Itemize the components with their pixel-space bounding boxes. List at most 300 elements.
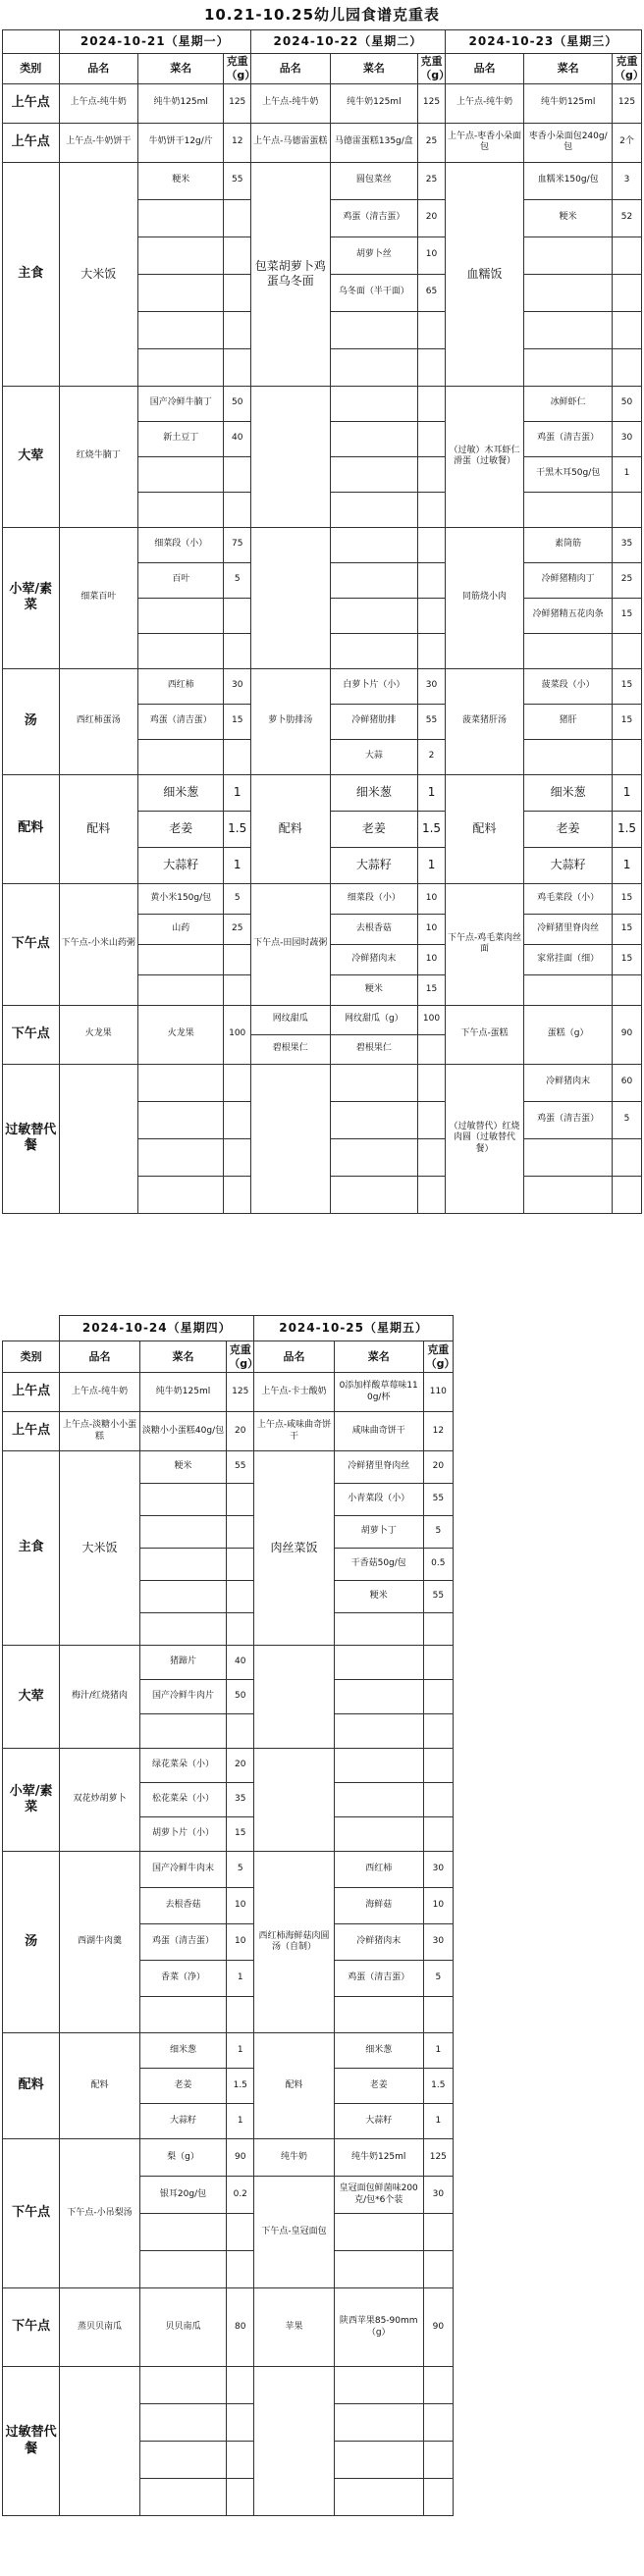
empty-cell <box>423 2367 453 2404</box>
empty-cell <box>224 237 251 274</box>
dish-name: 冷鲜猪精肉丁 <box>524 562 613 598</box>
weight: 15 <box>613 704 642 739</box>
category-seasoning: 配料 <box>3 2033 60 2139</box>
empty-cell <box>330 348 418 386</box>
empty-cell <box>138 311 224 348</box>
empty-cell <box>227 2367 254 2404</box>
item-name: 上午点-纯牛奶 <box>251 83 331 123</box>
dish-name: 老姜 <box>139 2069 227 2104</box>
item-name: 下午点-蛋糕 <box>445 1005 524 1064</box>
dish-name: 黄小米150g/包 <box>138 883 224 914</box>
empty-cell <box>524 974 613 1005</box>
empty-cell <box>138 1101 224 1138</box>
dish-name: 海鲜菇 <box>334 1888 423 1924</box>
empty-cell <box>139 1613 227 1646</box>
header-weight: 克重（g） <box>613 54 642 84</box>
empty-cell <box>418 527 446 562</box>
empty-cell <box>418 421 446 456</box>
empty-cell <box>613 739 642 774</box>
weight: 2 <box>418 739 446 774</box>
weight: 5 <box>227 1852 254 1888</box>
header-item: 品名 <box>254 1341 335 1373</box>
empty-cell <box>227 1484 254 1516</box>
dish-name: 蛋糕（g） <box>524 1005 613 1064</box>
empty-cell <box>138 199 224 237</box>
item-name: 苹果 <box>254 2288 335 2367</box>
empty-cell <box>613 348 642 386</box>
weight: 25 <box>224 914 251 944</box>
item-name: 下午点-鸡毛菜肉丝面 <box>445 883 524 1005</box>
weight: 1.5 <box>613 811 642 847</box>
blank-corner <box>3 1316 60 1341</box>
empty-cell <box>138 1064 224 1101</box>
dish-name: 细米葱 <box>139 2033 227 2069</box>
dish-name: 去根香菇 <box>330 914 418 944</box>
dish-name: 淡糖小小蛋糕40g/包 <box>139 1412 227 1451</box>
dish-name: 冷鲜猪肉末 <box>524 1064 613 1101</box>
weight: 12 <box>224 123 251 162</box>
dish-name: 银耳20g/包 <box>139 2177 227 2214</box>
empty-cell <box>613 274 642 311</box>
empty-cell <box>138 739 224 774</box>
empty-cell <box>224 633 251 668</box>
category-am-snack: 上午点 <box>3 1412 60 1451</box>
weight: 90 <box>423 2288 453 2367</box>
dish-name: 冷鲜猪肉末 <box>330 944 418 974</box>
empty-cell <box>418 1064 446 1101</box>
dish-name: 冷鲜猪精五花肉条 <box>524 598 613 633</box>
weight: 1 <box>613 456 642 492</box>
empty-cell <box>423 1817 453 1852</box>
weight: 25 <box>418 123 446 162</box>
weight: 1 <box>423 2033 453 2069</box>
corner-cell <box>3 30 60 54</box>
weight: 35 <box>613 527 642 562</box>
dish-name: 粳米 <box>138 162 224 199</box>
empty-cell <box>334 2251 423 2288</box>
item-name: 西红柿海鲜菇肉圆汤（自制） <box>254 1852 335 2033</box>
dish-name: 大蒜籽 <box>524 847 613 883</box>
empty-cell <box>224 274 251 311</box>
weight: 125 <box>227 1373 254 1412</box>
empty-cell <box>418 348 446 386</box>
empty-cell <box>138 274 224 311</box>
empty-cell <box>334 2367 423 2404</box>
empty-cell <box>613 1138 642 1176</box>
page-title: 10.21-10.25幼儿园食谱克重表 <box>203 6 441 24</box>
weight: 20 <box>227 1412 254 1451</box>
empty-cell <box>139 2479 227 2516</box>
dish-name: 纯牛奶125ml <box>524 83 613 123</box>
category-veg: 小荤/素菜 <box>3 1749 60 1852</box>
empty-cell <box>138 1138 224 1176</box>
empty-cell <box>418 1034 446 1064</box>
weight: 90 <box>613 1005 642 1064</box>
item-name: 上午点-牛奶饼干 <box>59 123 138 162</box>
dish-name: 咸味曲奇饼干 <box>334 1412 423 1451</box>
empty-cell <box>139 2442 227 2479</box>
dish-name: 西红柿 <box>334 1852 423 1888</box>
category-main: 主食 <box>3 1451 60 1646</box>
weight: 55 <box>418 704 446 739</box>
empty-cell <box>423 2442 453 2479</box>
empty-cell <box>224 1064 251 1101</box>
item-name: 配料 <box>254 2033 335 2139</box>
empty-cell <box>423 2479 453 2516</box>
dish-name: 去根香菇 <box>139 1888 227 1924</box>
empty-cell <box>138 633 224 668</box>
empty-cell <box>59 1064 138 1213</box>
item-name: 蒸贝贝南瓜 <box>60 2288 140 2367</box>
item-name: 上午点-纯牛奶 <box>59 83 138 123</box>
empty-cell <box>224 739 251 774</box>
dish-name: 大蒜籽 <box>138 847 224 883</box>
empty-cell <box>423 2251 453 2288</box>
empty-cell <box>227 2479 254 2516</box>
weight: 12 <box>423 1412 453 1451</box>
dish-name: 国产冷鲜牛腩丁 <box>138 386 224 421</box>
empty-cell <box>423 1680 453 1714</box>
menu-table-week-part1 <box>2 29 642 1214</box>
weight: 65 <box>418 274 446 311</box>
empty-cell <box>524 1176 613 1213</box>
dish-name: 碧根果仁 <box>330 1034 418 1064</box>
category-pm-snack: 下午点 <box>3 883 60 1005</box>
dish-name: 冷鲜猪里脊肉丝 <box>524 914 613 944</box>
dish-name: 鸡蛋（清吉蛋） <box>524 421 613 456</box>
item-name: 西湖牛肉羹 <box>60 1852 140 2033</box>
header-item: 品名 <box>251 54 331 84</box>
weight: 0.2 <box>227 2177 254 2214</box>
empty-cell <box>613 492 642 527</box>
item-name: 上午点-枣香小朵面包 <box>445 123 524 162</box>
empty-cell <box>330 421 418 456</box>
weight: 15 <box>613 944 642 974</box>
item-name: 配料 <box>60 2033 140 2139</box>
date-fri: 2024-10-25（星期五） <box>254 1316 454 1341</box>
empty-cell <box>418 311 446 348</box>
header-weight: 克重（g） <box>423 1341 453 1373</box>
weight: 40 <box>227 1646 254 1680</box>
empty-cell <box>334 1997 423 2033</box>
category-main: 主食 <box>3 162 60 386</box>
item-name: 下午点-皇冠面包 <box>254 2177 335 2288</box>
category-am-snack: 上午点 <box>3 83 60 123</box>
weight: 5 <box>423 1961 453 1997</box>
item-name: 下午点-小吊梨汤 <box>60 2139 140 2288</box>
weight: 1 <box>423 2104 453 2139</box>
weight: 3 <box>613 162 642 199</box>
dish-name: 梨（g） <box>139 2139 227 2177</box>
weight: 15 <box>613 668 642 704</box>
dish-name: 国产冷鲜牛肉末 <box>139 1852 227 1888</box>
weight: 30 <box>423 2177 453 2214</box>
empty-cell <box>224 1176 251 1213</box>
weight: 0.5 <box>423 1549 453 1581</box>
header-dish: 菜名 <box>524 54 613 84</box>
weight: 90 <box>227 2139 254 2177</box>
empty-cell <box>139 1549 227 1581</box>
weight: 20 <box>423 1451 453 1484</box>
empty-cell <box>224 1138 251 1176</box>
dish-name: 山药 <box>138 914 224 944</box>
empty-cell <box>330 1176 418 1213</box>
weight: 1 <box>224 774 251 811</box>
empty-cell <box>613 633 642 668</box>
weight: 55 <box>227 1451 254 1484</box>
weight: 80 <box>227 2288 254 2367</box>
item-name: 大米饭 <box>60 1451 140 1646</box>
dish-name: 猪肝 <box>524 704 613 739</box>
empty-cell <box>139 1581 227 1613</box>
empty-cell <box>418 1176 446 1213</box>
empty-cell <box>224 1101 251 1138</box>
dish-name: 干香菇50g/包 <box>334 1549 423 1581</box>
item-name: 配料 <box>59 774 138 883</box>
weight: 10 <box>227 1888 254 1924</box>
weight: 10 <box>227 1924 254 1961</box>
dish-name: 鸡毛菜段（小） <box>524 883 613 914</box>
empty-cell <box>139 1516 227 1549</box>
empty-cell <box>418 562 446 598</box>
weight: 1 <box>613 774 642 811</box>
item-name: 下午点-田园时蔬粥 <box>251 883 331 1005</box>
item-name: 包菜胡萝卜鸡蛋乌冬面 <box>251 162 331 386</box>
empty-cell <box>423 1783 453 1817</box>
empty-cell <box>60 2367 140 2516</box>
item-name: 纯牛奶 <box>254 2139 335 2177</box>
item-name: 血糯饭 <box>445 162 524 386</box>
weight: 30 <box>418 668 446 704</box>
dish-name: 胡萝卜丝 <box>330 237 418 274</box>
weight: 5 <box>613 1101 642 1138</box>
dish-name: 大蒜 <box>330 739 418 774</box>
empty-cell <box>418 1138 446 1176</box>
dish-name: 素筒筋 <box>524 527 613 562</box>
dish-name: 老姜 <box>334 2069 423 2104</box>
date-thu: 2024-10-24（星期四） <box>60 1316 254 1341</box>
category-seasoning: 配料 <box>3 774 60 883</box>
dish-name: 圆包菜丝 <box>330 162 418 199</box>
category-am-snack: 上午点 <box>3 123 60 162</box>
item-name: 上午点-纯牛奶 <box>445 83 524 123</box>
empty-cell <box>138 456 224 492</box>
dish-name: 老姜 <box>330 811 418 847</box>
weight: 5 <box>224 883 251 914</box>
empty-cell <box>423 1646 453 1680</box>
weight: 20 <box>418 199 446 237</box>
empty-cell <box>139 1997 227 2033</box>
dish-name: 猪蹄片 <box>139 1646 227 1680</box>
item-name: 双花炒胡萝卜 <box>60 1749 140 1852</box>
empty-cell <box>224 598 251 633</box>
dish-name: 细米葱 <box>330 774 418 811</box>
empty-cell <box>138 348 224 386</box>
weight: 1 <box>224 847 251 883</box>
header-dish: 菜名 <box>330 54 418 84</box>
dish-name: 冷鲜猪里脊肉丝 <box>334 1451 423 1484</box>
dish-name: 皇冠面包鲜菌味200克/包*6个装 <box>334 2177 423 2214</box>
header-dish: 菜名 <box>138 54 224 84</box>
category-soup: 汤 <box>3 1852 60 2033</box>
weight: 15 <box>613 598 642 633</box>
empty-cell <box>334 1680 423 1714</box>
category-pm-snack: 下午点 <box>3 2139 60 2288</box>
empty-cell <box>524 237 613 274</box>
weight: 10 <box>418 883 446 914</box>
item-name: 梅汁/红烧猪肉 <box>60 1646 140 1749</box>
category-pm-snack: 下午点 <box>3 1005 60 1064</box>
item-name: 红烧牛腩丁 <box>59 386 138 527</box>
category-meat: 大荤 <box>3 386 60 527</box>
header-weight: 克重（g） <box>224 54 251 84</box>
weight: 10 <box>418 944 446 974</box>
item-name: 上午点-卡士酸奶 <box>254 1373 335 1412</box>
category-soup: 汤 <box>3 668 60 774</box>
header-item: 品名 <box>60 1341 140 1373</box>
weight: 15 <box>613 883 642 914</box>
item-name: 细菜百叶 <box>59 527 138 668</box>
weight: 1.5 <box>224 811 251 847</box>
empty-cell <box>423 2404 453 2442</box>
category-meat: 大荤 <box>3 1646 60 1749</box>
weight: 10 <box>418 914 446 944</box>
dish-name: 鸡蛋（清吉蛋） <box>139 1924 227 1961</box>
empty-cell <box>227 1997 254 2033</box>
date-mon: 2024-10-21（星期一） <box>59 30 251 54</box>
item-name: 大米饭 <box>59 162 138 386</box>
item-name: 上午点-咸味曲奇饼干 <box>254 1412 335 1451</box>
empty-cell <box>224 348 251 386</box>
item-name: 肉丝菜饭 <box>254 1451 335 1646</box>
empty-cell <box>139 1714 227 1749</box>
weight: 50 <box>613 386 642 421</box>
empty-cell <box>251 527 331 668</box>
empty-cell <box>330 633 418 668</box>
weight: 35 <box>227 1783 254 1817</box>
dish-name: 菠菜段（小） <box>524 668 613 704</box>
dish-name: 粳米 <box>524 199 613 237</box>
empty-cell <box>524 633 613 668</box>
weight: 30 <box>423 1924 453 1961</box>
item-name: （过敏替代）红烧肉圆（过敏替代餐） <box>445 1064 524 1213</box>
empty-cell <box>227 1613 254 1646</box>
empty-cell <box>254 1749 335 1852</box>
dish-name: 火龙果 <box>138 1005 224 1064</box>
empty-cell <box>138 492 224 527</box>
empty-cell <box>613 311 642 348</box>
empty-cell <box>330 456 418 492</box>
dish-name: 网纹甜瓜（g） <box>330 1005 418 1034</box>
empty-cell <box>334 2214 423 2251</box>
weight: 30 <box>224 668 251 704</box>
empty-cell <box>330 1101 418 1138</box>
dish-name: 鸡蛋（清吉蛋） <box>524 1101 613 1138</box>
item-name: （过敏）木耳虾仁滑蛋（过敏餐） <box>445 386 524 527</box>
weight: 1 <box>418 774 446 811</box>
dish-name: 细米葱 <box>138 774 224 811</box>
empty-cell <box>139 2367 227 2404</box>
item-name: 碧根果仁 <box>251 1034 331 1064</box>
weight: 110 <box>423 1373 453 1412</box>
dish-name: 粳米 <box>330 974 418 1005</box>
item-name: 配料 <box>251 774 331 883</box>
empty-cell <box>524 492 613 527</box>
empty-cell <box>251 386 331 527</box>
category-veg: 小荤/素菜 <box>3 527 60 668</box>
dish-name: 纯牛奶125ml <box>139 1373 227 1412</box>
dish-name: 老姜 <box>524 811 613 847</box>
dish-name: 鸡蛋（清吉蛋） <box>334 1961 423 1997</box>
empty-cell <box>423 1749 453 1783</box>
empty-cell <box>613 1176 642 1213</box>
empty-cell <box>251 1064 331 1213</box>
dish-name: 大蒜籽 <box>334 2104 423 2139</box>
empty-cell <box>334 1646 423 1680</box>
weight: 50 <box>224 386 251 421</box>
dish-name: 胡萝卜丁 <box>334 1516 423 1549</box>
dish-name: 国产冷鲜牛肉片 <box>139 1680 227 1714</box>
dish-name: 鸡蛋（清吉蛋） <box>330 199 418 237</box>
dish-name: 西红柿 <box>138 668 224 704</box>
dish-name: 香菜（净） <box>139 1961 227 1997</box>
weight: 1.5 <box>227 2069 254 2104</box>
empty-cell <box>423 2214 453 2251</box>
empty-cell <box>227 1516 254 1549</box>
weight: 100 <box>418 1005 446 1034</box>
weight: 60 <box>613 1064 642 1101</box>
dish-name: 家常挂面（细） <box>524 944 613 974</box>
empty-cell <box>330 527 418 562</box>
dish-name: 老姜 <box>138 811 224 847</box>
weight: 25 <box>418 162 446 199</box>
category-allergy: 过敏替代餐 <box>3 1064 60 1213</box>
dish-name: 松花菜朵（小） <box>139 1783 227 1817</box>
weight: 1 <box>227 2104 254 2139</box>
empty-cell <box>139 2214 227 2251</box>
empty-cell <box>227 2442 254 2479</box>
dish-name: 绿花菜朵（小） <box>139 1749 227 1783</box>
empty-cell <box>613 974 642 1005</box>
weight: 20 <box>227 1749 254 1783</box>
date-wed: 2024-10-23（星期三） <box>445 30 641 54</box>
weight: 100 <box>224 1005 251 1064</box>
dish-name: 细米葱 <box>334 2033 423 2069</box>
dish-name: 冷鲜猪肋排 <box>330 704 418 739</box>
empty-cell <box>418 386 446 421</box>
dish-name: 贝贝南瓜 <box>139 2288 227 2367</box>
menu-table-week-part2 <box>2 1315 454 2516</box>
empty-cell <box>418 492 446 527</box>
dish-name: 新土豆丁 <box>138 421 224 456</box>
weight: 125 <box>418 83 446 123</box>
dish-name: 白萝卜片（小） <box>330 668 418 704</box>
weight: 40 <box>224 421 251 456</box>
item-name: 菠菜猪肝汤 <box>445 668 524 774</box>
empty-cell <box>613 237 642 274</box>
empty-cell <box>224 456 251 492</box>
empty-cell <box>418 598 446 633</box>
weight: 30 <box>613 421 642 456</box>
weight: 125 <box>423 2139 453 2177</box>
empty-cell <box>524 274 613 311</box>
header-dish: 菜名 <box>334 1341 423 1373</box>
empty-cell <box>334 1714 423 1749</box>
weight: 125 <box>613 83 642 123</box>
dish-name: 细米葱 <box>524 774 613 811</box>
weight: 50 <box>227 1680 254 1714</box>
dish-name: 粳米 <box>334 1581 423 1613</box>
